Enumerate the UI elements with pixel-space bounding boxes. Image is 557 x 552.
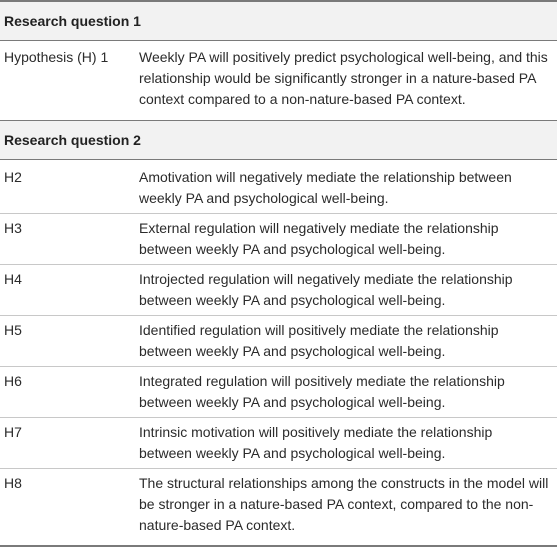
hypothesis-label: H8 (4, 475, 22, 491)
hypothesis-label: H6 (4, 373, 22, 389)
research-question-2-rows (0, 160, 557, 547)
table-row-h7 (0, 418, 557, 469)
hypothesis-text: The structural relationships among the constructs in the model will be stronger in a nature-based PA context, compared to the non-nature-based PA context. (139, 475, 549, 533)
table-row-h1 (0, 41, 557, 120)
hypothesis-label: H3 (4, 220, 22, 236)
hypothesis-text: External regulation will negatively mediate the relationship between weekly PA and psychological well-being. (139, 220, 499, 257)
table-row-h6 (0, 367, 557, 418)
hypothesis-text: Weekly PA will positively predict psychological well-being, and this relationship would be significantly stronger in a nature-based PA context compared to a non-nature-based PA context. (139, 49, 548, 107)
hypothesis-label: H7 (4, 424, 22, 440)
table-row-h2 (0, 163, 557, 214)
section-header-research-question-2: Research question 2 (0, 120, 557, 160)
hypothesis-text: Integrated regulation will positively mediate the relationship between weekly PA and psychological well-being. (139, 373, 505, 410)
table-row-h4 (0, 265, 557, 316)
hypothesis-label: H5 (4, 322, 22, 338)
table-row-h5 (0, 316, 557, 367)
hypothesis-text: Identified regulation will positively mediate the relationship between weekly PA and psychological well-being. (139, 322, 499, 359)
hypothesis-label: Hypothesis (H) 1 (4, 49, 109, 65)
table-row-h8 (0, 469, 557, 547)
hypothesis-label: H4 (4, 271, 22, 287)
hypothesis-label: H2 (4, 169, 22, 185)
hypothesis-text: Intrinsic motivation will positively mediate the relationship between weekly PA and psychological well-being. (139, 424, 493, 461)
section-header-research-question-1: Research question 1 (0, 0, 557, 41)
hypothesis-text: Amotivation will negatively mediate the relationship between weekly PA and psychological well-being. (139, 169, 512, 206)
table-row-h3 (0, 214, 557, 265)
hypothesis-text: Introjected regulation will negatively mediate the relationship between weekly PA and psychological well-being. (139, 271, 513, 308)
